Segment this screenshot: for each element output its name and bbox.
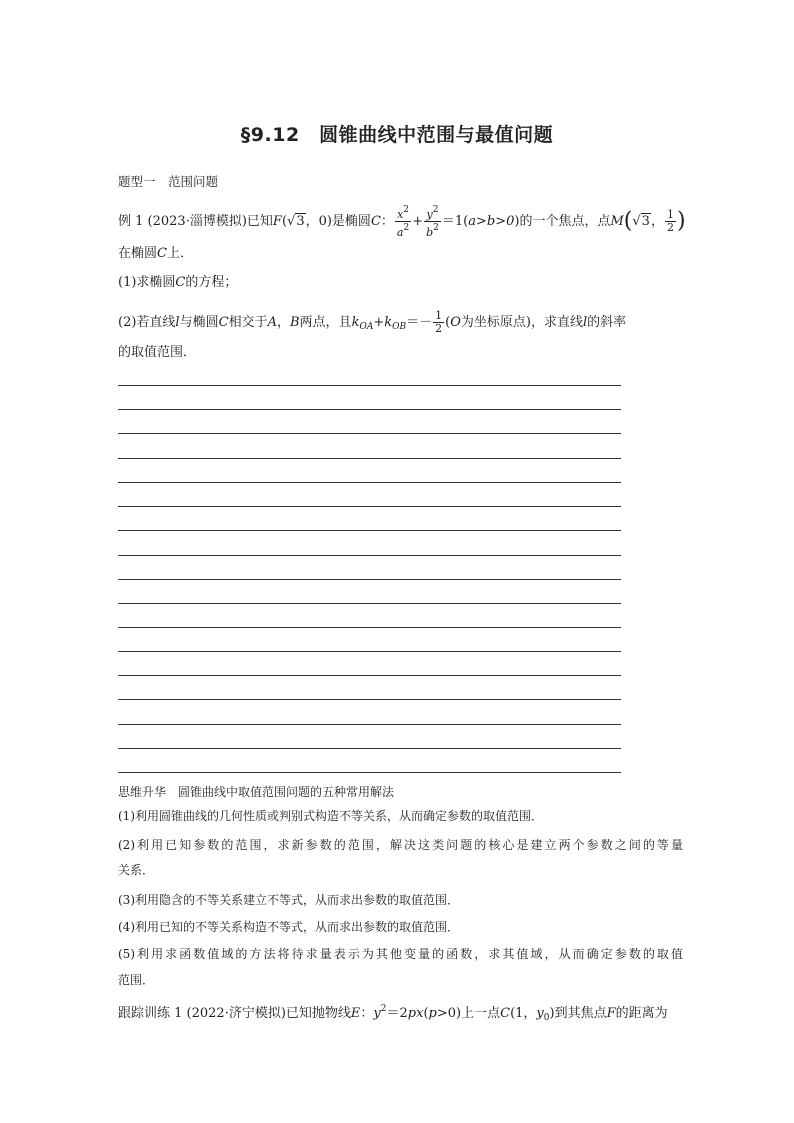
answer-line [118, 651, 621, 652]
summary-item: (1)利用圆锥曲线的几何性质或判别式构造不等关系，从而确定参数的取值范围． [118, 809, 544, 823]
answer-line [118, 579, 621, 580]
summary-item: (5)利用求函数值域的方法将待求量表示为其他变量的函数，求其值域，从而确定参数的取值 [118, 947, 683, 961]
answer-line [118, 603, 621, 604]
x-squared-over-a-squared: $\frac{x^2}{a^2}$ [396, 205, 410, 239]
answer-line [118, 555, 621, 556]
example-line-2: 在椭圆C上． [118, 246, 193, 261]
sqrt-3: √3 [287, 214, 305, 229]
example-label: 例 1 (2023·淄博模拟)已知 [118, 214, 273, 229]
answer-line [118, 675, 621, 676]
summary-title: 思维升华 圆锥曲线中取值范围问题的五种常用解法 [118, 785, 395, 799]
section-heading: 题型一 范围问题 [118, 174, 219, 189]
summary-item: (3)利用隐含的不等关系建立不等式，从而求出参数的取值范围． [118, 893, 460, 907]
page-title: §9.12 圆锥曲线中范围与最值问题 [240, 124, 554, 146]
summary-item: 关系． [118, 863, 155, 877]
answer-line [118, 409, 621, 410]
answer-line [118, 772, 621, 773]
question-2: (2)若直线l与椭圆C相交于A，B两点，且$k_{OA}+k_{OB}=-$ $\frac{1}{2}$ (O为坐标原点)，求直线l的斜率 [118, 309, 627, 335]
summary-item: (2)利用已知参数的范围，求新参数的范围，解决这类问题的核心是建立两个参数之间的等量 [118, 838, 683, 852]
answer-line [118, 482, 621, 483]
answer-line [118, 627, 621, 628]
answer-line [118, 458, 621, 459]
one-half: $\frac{1}{2}$ [666, 208, 674, 234]
answer-line [118, 724, 621, 725]
answer-line [118, 506, 621, 507]
one-half: $\frac{1}{2}$ [435, 309, 443, 335]
answer-line [118, 748, 621, 749]
example-line-1: 例 1 (2023·淄博模拟)已知F(√3，0)是椭圆C： $\frac{x^2}{a^2}$ + $\frac{y^2}{b^2}$ ＝1(a>b>0)的一个焦点，点M(√3， $\frac{1}{2}$ ) [118, 205, 686, 239]
training-line: 跟踪训练 1 (2022·济宁模拟)已知抛物线E：$y^2=2px(p>0)$上一点C(1，$y_0$)到其焦点F的距离为 [118, 1004, 668, 1023]
question-1: (1)求椭圆C的方程； [118, 275, 238, 290]
y-squared-over-b-squared: $\frac{y^2}{b^2}$ [426, 205, 439, 239]
answer-line [118, 385, 621, 386]
answer-line [118, 699, 621, 700]
summary-item: (4)利用已知的不等关系构造不等式，从而求出参数的取值范围． [118, 920, 460, 934]
answer-line [118, 530, 621, 531]
summary-item: 范围． [118, 973, 155, 987]
question-2-continued: 的取值范围． [118, 345, 197, 360]
answer-line [118, 433, 621, 434]
